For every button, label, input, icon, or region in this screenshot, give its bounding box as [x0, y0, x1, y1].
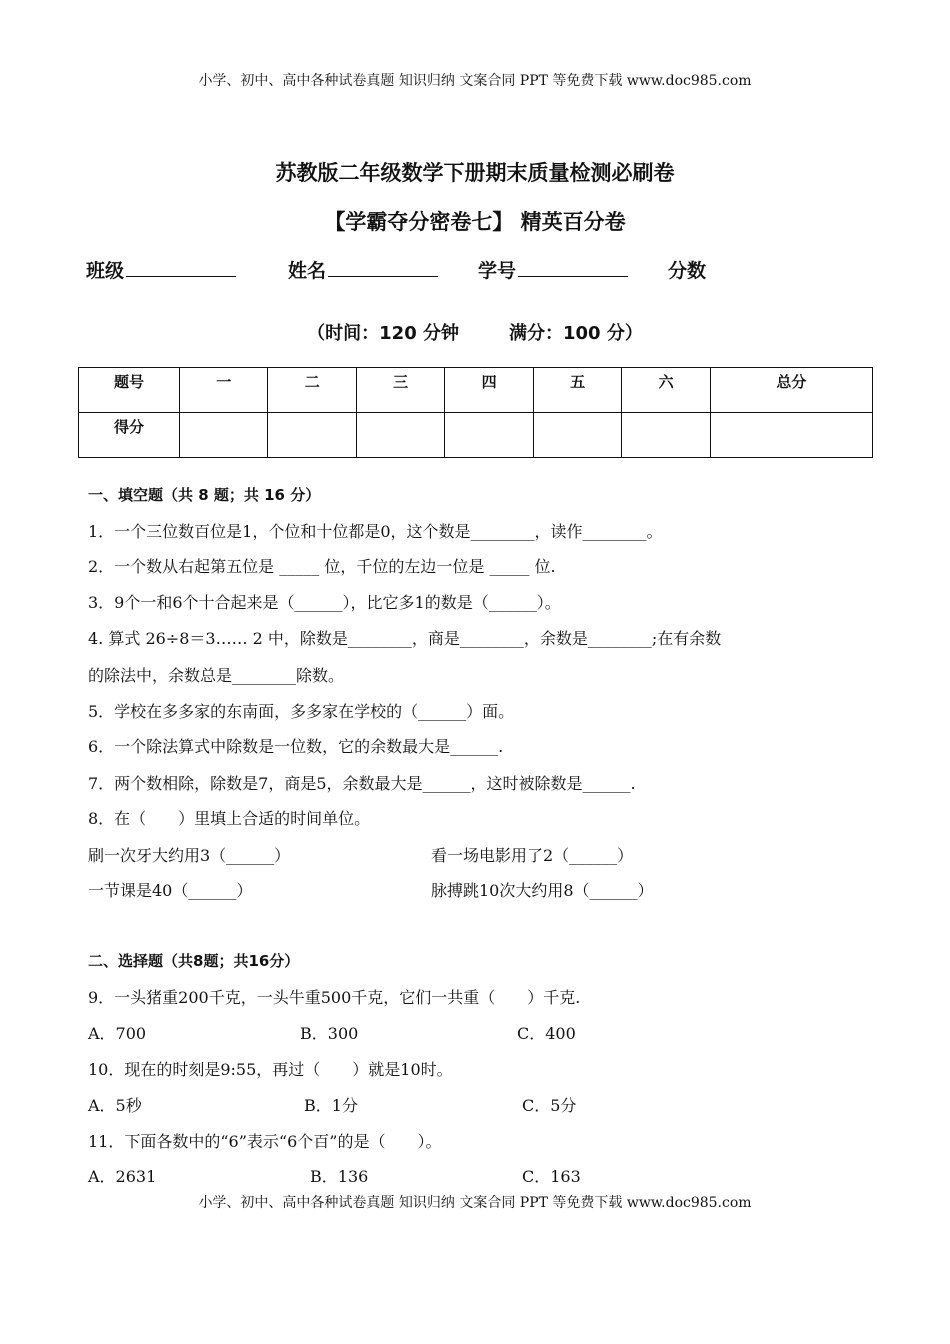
table-cell: 四: [445, 368, 533, 413]
id-field[interactable]: [478, 256, 628, 283]
option-b[interactable]: B．136: [310, 1167, 369, 1186]
class-field[interactable]: [86, 256, 236, 283]
id-label: 学号: [478, 260, 517, 282]
page-header: 小学、初中、高中各种试卷真题 知识归纳 文案合同 PPT 等免费下载 www.doc985.com: [198, 73, 752, 89]
table-cell: 五: [533, 368, 621, 413]
option-a[interactable]: A．5秒: [88, 1096, 142, 1115]
question-8-item: 刷一次牙大约用3（______）: [88, 846, 291, 865]
page-title: 苏教版二年级数学下册期末质量检测必刷卷: [275, 161, 675, 185]
option-c[interactable]: C．400: [517, 1024, 576, 1043]
question-4: 4. 算式 26÷8＝3…… 2 中，除数是________，商是________，余数是________;在有余数: [88, 629, 722, 648]
score-cell[interactable]: [533, 413, 621, 458]
question-2: 2．一个数从右起第五位是 _____ 位，千位的左边一位是 _____ 位.: [88, 557, 556, 576]
question-8: 8．在（ ）里填上合适的时间单位。: [88, 809, 371, 828]
score-cell[interactable]: [445, 413, 533, 458]
table-cell: 题号: [79, 368, 180, 413]
section-title: 二、选择题（共8题；共16分）: [88, 952, 300, 970]
question-3: 3．9个一和6个十合起来是（______），比它多1的数是（______）。: [88, 593, 561, 612]
score-label: 分数: [668, 260, 707, 282]
question-11: 11．下面各数中的“6”表示“6个百”的是（ ）。: [88, 1132, 442, 1151]
option-c[interactable]: C．163: [522, 1167, 581, 1186]
score-table-row: [79, 413, 873, 458]
name-blank[interactable]: [328, 258, 438, 277]
full-score: 满分：100 分）: [509, 323, 643, 344]
score-cell[interactable]: [356, 413, 444, 458]
question-8-item: 一节课是40（______）: [88, 881, 253, 900]
score-cell[interactable]: [710, 413, 872, 458]
question-7: 7．两个数相除，除数是7，商是5，余数最大是______，这时被除数是______.: [88, 774, 636, 793]
question-1: 1．一个三位数百位是1，个位和十位都是0，这个数是________，读作________。: [88, 522, 663, 541]
question-4-cont: 的除法中，余数总是________除数。: [88, 666, 345, 685]
score-cell[interactable]: [180, 413, 268, 458]
question-6: 6．一个除法算式中除数是一位数，它的余数最大是______.: [88, 737, 504, 756]
option-b[interactable]: B．1分: [304, 1096, 358, 1115]
question-10: 10．现在的时刻是9:55，再过（ ）就是10时。: [88, 1060, 453, 1079]
score-cell[interactable]: [622, 413, 710, 458]
time-info: [0, 319, 950, 345]
class-label: 班级: [86, 260, 125, 282]
option-a[interactable]: A．2631: [88, 1167, 157, 1186]
score-table-header-row: [79, 368, 873, 413]
table-cell: 六: [622, 368, 710, 413]
question-8-item: 看一场电影用了2（______）: [431, 846, 634, 865]
score-table: [78, 367, 873, 458]
table-cell: 二: [268, 368, 356, 413]
name-field[interactable]: [288, 256, 438, 283]
option-c[interactable]: C．5分: [522, 1096, 577, 1115]
question-9: 9．一头猪重200千克，一头牛重500千克，它们一共重（ ）千克.: [88, 988, 581, 1007]
option-a[interactable]: A．700: [88, 1024, 147, 1043]
section-title: 一、填空题（共 8 题；共 16 分）: [88, 486, 321, 504]
page-footer: 小学、初中、高中各种试卷真题 知识归纳 文案合同 PPT 等免费下载 www.doc985.com: [198, 1195, 752, 1211]
question-5: 5．学校在多多家的东南面，多多家在学校的（______）面。: [88, 702, 515, 721]
score-cell[interactable]: [268, 413, 356, 458]
id-blank[interactable]: [518, 258, 628, 277]
table-cell: 三: [356, 368, 444, 413]
table-cell: 得分: [79, 413, 180, 458]
page-subtitle: 【学霸夺分密卷七】 精英百分卷: [324, 210, 626, 234]
time-limit: （时间：120 分钟: [307, 323, 459, 344]
table-cell: 一: [180, 368, 268, 413]
option-b[interactable]: B．300: [300, 1024, 359, 1043]
name-label: 姓名: [288, 260, 327, 282]
question-8-item: 脉搏跳10次大约用8（______）: [431, 881, 654, 900]
class-blank[interactable]: [126, 258, 236, 277]
table-cell: 总分: [710, 368, 872, 413]
